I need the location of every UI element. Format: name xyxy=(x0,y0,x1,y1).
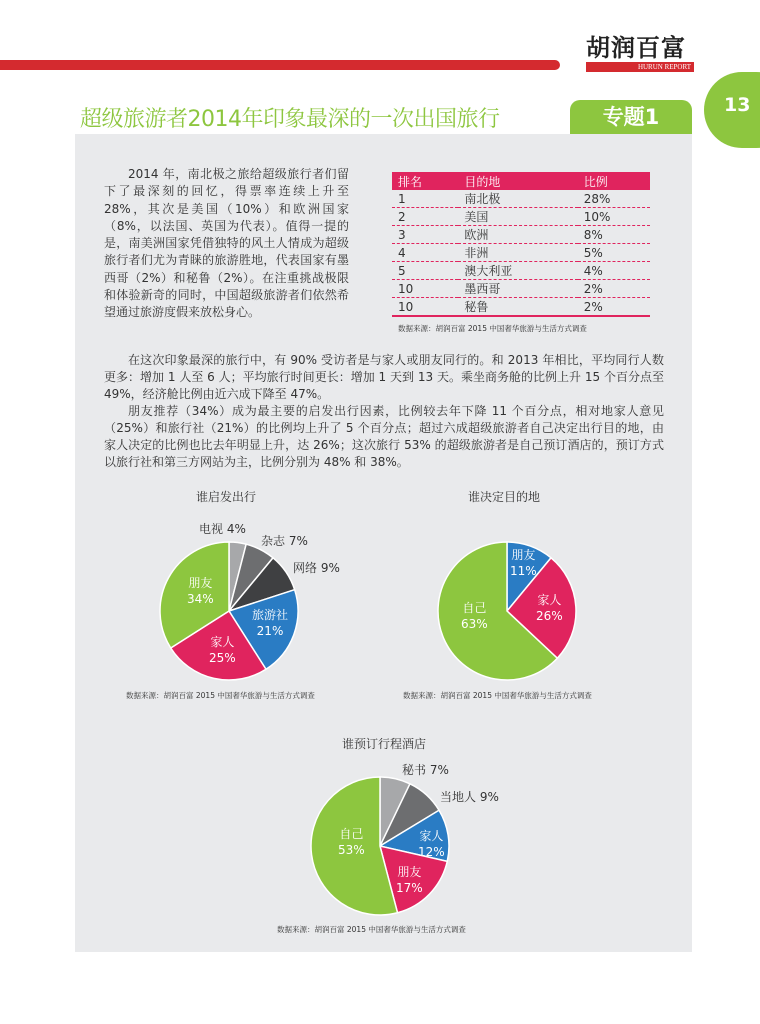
chart2-title: 谁决定目的地 xyxy=(468,490,541,504)
chart3-source: 数据来源：胡润百富 2015 中国奢华旅游与生活方式调查 xyxy=(277,925,466,934)
table-cell: 5% xyxy=(578,244,650,262)
chart2-source: 数据来源：胡润百富 2015 中国奢华旅游与生活方式调查 xyxy=(403,691,592,700)
chart3-title: 谁预订行程酒店 xyxy=(342,737,427,751)
table-cell: 澳大利亚 xyxy=(458,262,577,280)
chart2-label: 自己 63% xyxy=(461,601,488,631)
table-cell: 南北极 xyxy=(458,190,577,208)
col-rank: 排名 xyxy=(392,172,458,190)
chart3-label: 秘书 7% xyxy=(402,763,449,777)
table-cell: 非洲 xyxy=(458,244,577,262)
table-cell: 墨西哥 xyxy=(458,280,577,298)
table-cell: 8% xyxy=(578,226,650,244)
chart3-label: 自己 53% xyxy=(338,827,365,857)
chart1-label: 电视 4% xyxy=(199,522,246,536)
table-row xyxy=(392,262,650,280)
col-destination: 目的地 xyxy=(458,172,577,190)
section-tab: 专题1 xyxy=(570,100,692,134)
page-number: 13 xyxy=(704,72,760,148)
chart1-label: 杂志 7% xyxy=(261,534,308,548)
chart2-label: 朋友 11% xyxy=(510,548,537,578)
chart1-label: 家人 25% xyxy=(209,635,236,665)
body-text xyxy=(104,352,664,471)
destination-table xyxy=(392,172,650,317)
table-cell: 4 xyxy=(392,244,458,262)
chart3-label: 当地人 9% xyxy=(440,790,499,804)
table-cell: 2% xyxy=(578,298,650,317)
table-row xyxy=(392,280,650,298)
chart2-label: 家人 26% xyxy=(536,593,563,623)
table-cell: 2 xyxy=(392,208,458,226)
table-cell: 10 xyxy=(392,280,458,298)
chart3-label: 家人 12% xyxy=(418,829,445,859)
paragraph: 朋友推荐（34%）成为最主要的启发出行因素，比例较去年下降 11 个百分点，相对地家人意见（25%）和旅行社（21%）的比例均上升了 5 个百分点；超过六成超级旅游者自己决定出行目的地，由家人决定的比例也比去年明显上升，达 26%；这次旅行 53% 的超级旅游者是自己预订酒店的，预订方式以旅行社和第三方网站为主，比例分别为 48% 和 38%。 xyxy=(104,404,664,469)
chart1-label: 朋友 34% xyxy=(187,576,214,606)
table-cell: 1 xyxy=(392,190,458,208)
chart3-label: 朋友 17% xyxy=(396,865,423,895)
page-title: 超级旅游者2014年印象最深的一次出国旅行 xyxy=(80,107,500,132)
table-cell: 10% xyxy=(578,208,650,226)
table-cell: 秘鲁 xyxy=(458,298,577,317)
table-row xyxy=(392,190,650,208)
logo-cn: 胡润百富 xyxy=(586,34,686,62)
chart1-title: 谁启发出行 xyxy=(196,490,257,504)
table-row xyxy=(392,208,650,226)
header-red-bar xyxy=(0,60,560,70)
chart1-label: 旅游社 21% xyxy=(252,608,289,638)
table-cell: 2% xyxy=(578,280,650,298)
table-source: 数据来源：胡润百富 2015 中国奢华旅游与生活方式调查 xyxy=(398,324,587,333)
intro-text: 2014 年，南北极之旅给超级旅行者们留下了最深刻的回忆，得票率连续上升至 28%，其次是美国（10%）和欧洲国家（8%，以法国、英国为代表）。值得一提的是，南美洲国家凭借独特的风土人情成为超级旅行者们尤为青睐的旅游胜地，代表国家有墨西哥（2%）和秘鲁（2%）。在注重挑战极限和体验新奇的同时，中国超级旅游者们依然希望通过旅游度假来放松身心。 xyxy=(104,167,349,320)
table-row xyxy=(392,226,650,244)
table-cell: 5 xyxy=(392,262,458,280)
chart1-label: 网络 9% xyxy=(293,561,340,575)
table-row xyxy=(392,244,650,262)
table-cell: 28% xyxy=(578,190,650,208)
table-cell: 10 xyxy=(392,298,458,317)
table-cell: 美国 xyxy=(458,208,577,226)
table-row xyxy=(392,298,650,317)
col-ratio: 比例 xyxy=(578,172,650,190)
logo-en: HURUN REPORT xyxy=(586,62,694,72)
chart1-source: 数据来源：胡润百富 2015 中国奢华旅游与生活方式调查 xyxy=(126,691,315,700)
hurun-logo xyxy=(586,34,694,72)
table-cell: 4% xyxy=(578,262,650,280)
table-cell: 欧洲 xyxy=(458,226,577,244)
paragraph: 在这次印象最深的旅行中，有 90% 受访者是与家人或朋友同行的。和 2013 年相比，平均同行人数更多：增加 1 人至 6 人；平均旅行时间更长：增加 1 天到 13 天。乘坐商务舱的比例上升 15 个百分点至 49%，经济舱比例由近六成下降至 47%。 xyxy=(104,353,664,401)
table-cell: 3 xyxy=(392,226,458,244)
